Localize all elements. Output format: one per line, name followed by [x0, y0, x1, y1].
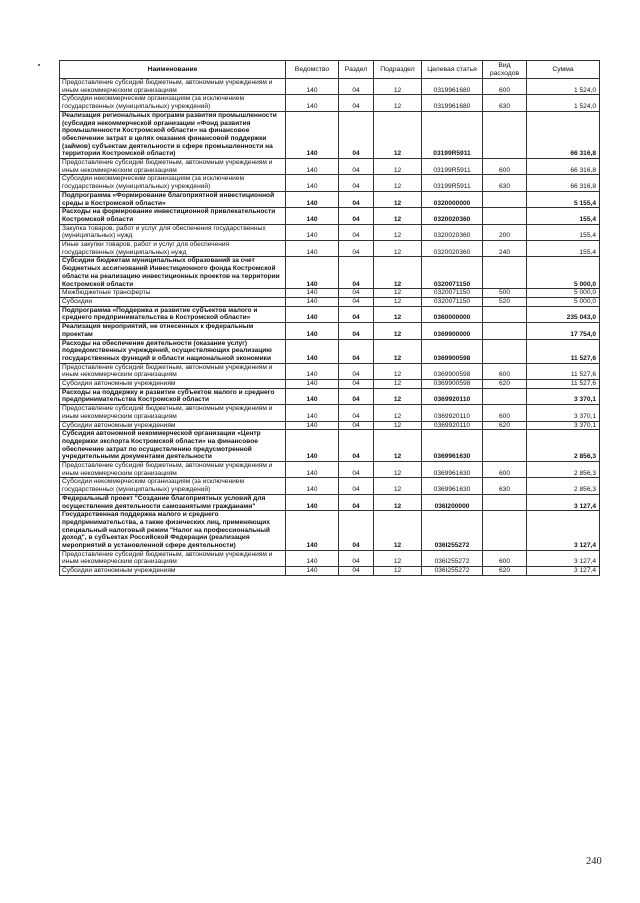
cell-vid-raskhodov: 600: [483, 79, 527, 95]
cell-celevaya-statya: 0319961680: [422, 79, 483, 95]
cell-name: Субсидии некоммерческим организациям (за исключением государственных (муниципальных) учреждений): [60, 175, 286, 191]
cell-vedomstvo: 140: [286, 363, 339, 379]
cell-razdel: 04: [339, 289, 374, 298]
cell-vid-raskhodov: 630: [483, 478, 527, 494]
cell-celevaya-statya: 0320071150: [422, 257, 483, 289]
cell-name: Расходы на обеспечение деятельности (оказание услуг) подведомственных учреждений, осуществляющих реализацию государственных функций в области национальной экономики: [60, 339, 286, 363]
cell-vedomstvo: 140: [286, 380, 339, 389]
cell-razdel: 04: [339, 388, 374, 404]
cell-razdel: 04: [339, 159, 374, 175]
cell-vedomstvo: 140: [286, 175, 339, 191]
cell-vedomstvo: 140: [286, 511, 339, 551]
cell-vedomstvo: 140: [286, 421, 339, 430]
cell-vedomstvo: 140: [286, 191, 339, 207]
cell-vedomstvo: 140: [286, 388, 339, 404]
cell-name: Реализация региональных программ развития промышленности (субсидия некоммерческой организации «Фонд развития промышленности Костромской области» на финансовое обеспечение затрат в целях оказания финансовой поддержки (займов) субъектам деятельности в сфере промышленности на территории Костромской области): [60, 111, 286, 158]
cell-vedomstvo: 140: [286, 79, 339, 95]
table-row: [60, 339, 600, 363]
cell-summa: 11 527,6: [527, 363, 600, 379]
table-row: [60, 159, 600, 175]
cell-vid-raskhodov: 600: [483, 550, 527, 566]
cell-razdel: 04: [339, 462, 374, 478]
cell-razdel: 04: [339, 111, 374, 158]
cell-celevaya-statya: 0369961630: [422, 462, 483, 478]
table-row: [60, 191, 600, 207]
cell-razdel: 04: [339, 95, 374, 111]
table-row: [60, 388, 600, 404]
cell-vedomstvo: 140: [286, 478, 339, 494]
cell-razdel: 04: [339, 567, 374, 576]
cell-vid-raskhodov: 620: [483, 567, 527, 576]
cell-vedomstvo: 140: [286, 208, 339, 224]
cell-summa: 3 127,4: [527, 567, 600, 576]
cell-summa: 5 000,0: [527, 289, 600, 298]
cell-vedomstvo: 140: [286, 494, 339, 510]
budget-table-sheet: [59, 60, 599, 576]
cell-podrazdel: 12: [374, 306, 422, 322]
cell-vid-raskhodov: 600: [483, 405, 527, 421]
cell-name: Государственная поддержка малого и среднего предпринимательства, а также физических лиц, применяющих специальный налоговый режим "Налог на профессиональный доход", в субъектах Российской Федерации (реализация мероприятий в установленной сфере деятельности): [60, 511, 286, 551]
cell-name: Субсидии: [60, 297, 286, 306]
cell-name: Реализация мероприятий, не отнесенных к федеральным проектам: [60, 323, 286, 339]
cell-razdel: 04: [339, 339, 374, 363]
cell-name: Субсидии бюджетам муниципальных образований за счет бюджетных ассигнований Инвестиционного фонда Костромской области на реализацию инвестиционных проектов на территории Костромской области: [60, 257, 286, 289]
cell-vedomstvo: 140: [286, 289, 339, 298]
cell-summa: 2 856,3: [527, 478, 600, 494]
cell-summa: 11 527,6: [527, 380, 600, 389]
cell-celevaya-statya: 0360000000: [422, 306, 483, 322]
cell-vedomstvo: 140: [286, 339, 339, 363]
header-podrazdel: Подраздел: [374, 61, 422, 79]
cell-vid-raskhodov: [483, 494, 527, 510]
cell-vid-raskhodov: [483, 323, 527, 339]
cell-vedomstvo: 140: [286, 257, 339, 289]
cell-vedomstvo: 140: [286, 95, 339, 111]
cell-razdel: 04: [339, 511, 374, 551]
cell-name: Закупка товаров, работ и услуг для обеспечения государственных (муниципальных) нужд: [60, 224, 286, 240]
cell-vid-raskhodov: [483, 306, 527, 322]
cell-razdel: 04: [339, 421, 374, 430]
cell-name: Субсидия автономной некоммерческой организации «Центр поддержки экспорта Костромской области» на финансовое обеспечение затрат по осуществлению предусмотренной учредительными документами деятельности: [60, 430, 286, 462]
cell-vid-raskhodov: 500: [483, 289, 527, 298]
cell-razdel: 04: [339, 257, 374, 289]
header-summa: Сумма: [527, 61, 600, 79]
cell-name: Предоставление субсидий бюджетным, автономным учреждениям и иным некоммерческим организациям: [60, 79, 286, 95]
table-row: [60, 306, 600, 322]
header-vedomstvo: Ведомство: [286, 61, 339, 79]
table-row: [60, 380, 600, 389]
cell-vedomstvo: 140: [286, 241, 339, 257]
cell-podrazdel: 12: [374, 175, 422, 191]
cell-vedomstvo: 140: [286, 550, 339, 566]
cell-vedomstvo: 140: [286, 306, 339, 322]
cell-name: Подпрограмма «Формирование благоприятной инвестиционной среды в Костромской области»: [60, 191, 286, 207]
cell-celevaya-statya: 0369900598: [422, 380, 483, 389]
table-row: [60, 95, 600, 111]
cell-vedomstvo: 140: [286, 111, 339, 158]
cell-celevaya-statya: 0369920110: [422, 421, 483, 430]
cell-vedomstvo: 140: [286, 430, 339, 462]
cell-podrazdel: 12: [374, 380, 422, 389]
table-row: [60, 224, 600, 240]
cell-celevaya-statya: 0319961680: [422, 95, 483, 111]
cell-vid-raskhodov: 620: [483, 380, 527, 389]
table-row: [60, 175, 600, 191]
cell-summa: 235 043,0: [527, 306, 600, 322]
cell-summa: 66 316,8: [527, 159, 600, 175]
cell-summa: 5 000,0: [527, 297, 600, 306]
cell-podrazdel: 12: [374, 241, 422, 257]
cell-summa: 66 316,8: [527, 175, 600, 191]
cell-name: Предоставление субсидий бюджетным, автономным учреждениям и иным некоммерческим организациям: [60, 159, 286, 175]
table-row: [60, 511, 600, 551]
cell-name: Предоставление субсидий бюджетным, автономным учреждениям и иным некоммерческим организациям: [60, 363, 286, 379]
cell-vedomstvo: 140: [286, 405, 339, 421]
cell-name: Субсидии некоммерческим организациям (за исключением государственных (муниципальных) учреждений): [60, 95, 286, 111]
cell-podrazdel: 12: [374, 339, 422, 363]
table-row: [60, 478, 600, 494]
cell-podrazdel: 12: [374, 79, 422, 95]
table-body: [60, 79, 600, 576]
cell-podrazdel: 12: [374, 511, 422, 551]
cell-podrazdel: 12: [374, 159, 422, 175]
cell-razdel: 04: [339, 79, 374, 95]
cell-celevaya-statya: 03199R5911: [422, 111, 483, 158]
cell-vid-raskhodov: [483, 511, 527, 551]
cell-summa: 5 000,0: [527, 257, 600, 289]
cell-summa: 5 155,4: [527, 191, 600, 207]
cell-razdel: 04: [339, 224, 374, 240]
cell-podrazdel: 12: [374, 289, 422, 298]
cell-celevaya-statya: 03199R5911: [422, 159, 483, 175]
cell-razdel: 04: [339, 494, 374, 510]
table-row: [60, 257, 600, 289]
cell-summa: 155,4: [527, 224, 600, 240]
table-row: [60, 208, 600, 224]
cell-celevaya-statya: 036I255272: [422, 550, 483, 566]
cell-celevaya-statya: 0320071150: [422, 297, 483, 306]
cell-podrazdel: 12: [374, 224, 422, 240]
cell-razdel: 04: [339, 430, 374, 462]
cell-celevaya-statya: 0369961630: [422, 430, 483, 462]
cell-summa: 11 527,6: [527, 339, 600, 363]
cell-razdel: 04: [339, 191, 374, 207]
page-number: 240: [586, 856, 602, 867]
cell-razdel: 04: [339, 306, 374, 322]
header-razdel: Раздел: [339, 61, 374, 79]
table-row: [60, 430, 600, 462]
cell-razdel: 04: [339, 208, 374, 224]
cell-celevaya-statya: 0369920110: [422, 388, 483, 404]
cell-name: Межбюджетные трансферты: [60, 289, 286, 298]
table-row: [60, 241, 600, 257]
cell-name: Предоставление субсидий бюджетным, автономным учреждениям и иным некоммерческим организациям: [60, 462, 286, 478]
cell-celevaya-statya: 0320020360: [422, 241, 483, 257]
table-row: [60, 289, 600, 298]
header-name: Наименование: [60, 61, 286, 79]
table-row: [60, 363, 600, 379]
cell-summa: 1 524,0: [527, 79, 600, 95]
table-row: [60, 462, 600, 478]
cell-vid-raskhodov: 600: [483, 159, 527, 175]
cell-summa: 3 370,1: [527, 388, 600, 404]
cell-vid-raskhodov: 600: [483, 363, 527, 379]
cell-celevaya-statya: 0369900000: [422, 323, 483, 339]
cell-celevaya-statya: 0320020360: [422, 208, 483, 224]
cell-name: Субсидии автономным учреждениям: [60, 421, 286, 430]
cell-vid-raskhodov: 600: [483, 462, 527, 478]
cell-name: Федеральный проект "Создание благоприятных условий для осуществления деятельности самозанятыми гражданами": [60, 494, 286, 510]
cell-podrazdel: 12: [374, 462, 422, 478]
cell-vid-raskhodov: 630: [483, 95, 527, 111]
cell-summa: 66 316,8: [527, 111, 600, 158]
cell-podrazdel: 12: [374, 567, 422, 576]
cell-celevaya-statya: 0369961630: [422, 478, 483, 494]
cell-summa: 3 370,1: [527, 421, 600, 430]
cell-vid-raskhodov: [483, 208, 527, 224]
cell-celevaya-statya: 0369900598: [422, 339, 483, 363]
cell-summa: 155,4: [527, 241, 600, 257]
cell-podrazdel: 12: [374, 297, 422, 306]
cell-podrazdel: 12: [374, 388, 422, 404]
table-row: [60, 297, 600, 306]
cell-podrazdel: 12: [374, 257, 422, 289]
table-row: [60, 550, 600, 566]
cell-celevaya-statya: 0320000000: [422, 191, 483, 207]
cell-summa: 3 127,4: [527, 550, 600, 566]
cell-razdel: 04: [339, 323, 374, 339]
cell-name: Расходы на формирование инвестиционной привлекательности Костромской области: [60, 208, 286, 224]
cell-podrazdel: 12: [374, 111, 422, 158]
cell-podrazdel: 12: [374, 421, 422, 430]
cell-podrazdel: 12: [374, 430, 422, 462]
cell-podrazdel: 12: [374, 191, 422, 207]
cell-vid-raskhodov: [483, 430, 527, 462]
cell-vedomstvo: 140: [286, 224, 339, 240]
cell-name: Субсидии некоммерческим организациям (за исключением государственных (муниципальных) учреждений): [60, 478, 286, 494]
cell-razdel: 04: [339, 478, 374, 494]
cell-vid-raskhodov: 240: [483, 241, 527, 257]
cell-razdel: 04: [339, 550, 374, 566]
table-row: [60, 405, 600, 421]
table-row: [60, 323, 600, 339]
table-row: [60, 79, 600, 95]
cell-celevaya-statya: 036I200000: [422, 494, 483, 510]
cell-name: Расходы на поддержку и развитие субъектов малого и среднего предпринимательства Костромской области: [60, 388, 286, 404]
cell-podrazdel: 12: [374, 363, 422, 379]
header-celevaya-statya: Целевая статья: [422, 61, 483, 79]
cell-celevaya-statya: 0320020360: [422, 224, 483, 240]
cell-podrazdel: 12: [374, 405, 422, 421]
cell-razdel: 04: [339, 380, 374, 389]
cell-vid-raskhodov: 620: [483, 421, 527, 430]
cell-razdel: 04: [339, 405, 374, 421]
table-row: [60, 111, 600, 158]
cell-podrazdel: 12: [374, 95, 422, 111]
cell-vedomstvo: 140: [286, 323, 339, 339]
cell-razdel: 04: [339, 241, 374, 257]
cell-name: Предоставление субсидий бюджетным, автономным учреждениям и иным некоммерческим организациям: [60, 405, 286, 421]
cell-celevaya-statya: 0320071150: [422, 289, 483, 298]
cell-celevaya-statya: 03199R5911: [422, 175, 483, 191]
cell-vedomstvo: 140: [286, 159, 339, 175]
cell-vid-raskhodov: [483, 191, 527, 207]
cell-vid-raskhodov: [483, 257, 527, 289]
cell-vedomstvo: 140: [286, 462, 339, 478]
cell-summa: 3 127,4: [527, 511, 600, 551]
cell-name: Подпрограмма «Поддержка и развитие субъектов малого и среднего предпринимательства в Костромской области»: [60, 306, 286, 322]
cell-vedomstvo: 140: [286, 567, 339, 576]
cell-summa: 17 754,0: [527, 323, 600, 339]
table-header: [60, 61, 600, 79]
cell-razdel: 04: [339, 363, 374, 379]
cell-vid-raskhodov: [483, 111, 527, 158]
cell-podrazdel: 12: [374, 478, 422, 494]
header-vid-raskhodov: Вид расходов: [483, 61, 527, 79]
cell-summa: 2 856,3: [527, 430, 600, 462]
cell-summa: 3 370,1: [527, 405, 600, 421]
cell-vid-raskhodov: [483, 388, 527, 404]
cell-name: Предоставление субсидий бюджетным, автономным учреждениям и иным некоммерческим организациям: [60, 550, 286, 566]
cell-vid-raskhodov: [483, 339, 527, 363]
cell-summa: 155,4: [527, 208, 600, 224]
cell-name: Субсидии автономным учреждениям: [60, 380, 286, 389]
cell-razdel: 04: [339, 297, 374, 306]
cell-name: Субсидии автономным учреждениям: [60, 567, 286, 576]
cell-podrazdel: 12: [374, 208, 422, 224]
cell-podrazdel: 12: [374, 494, 422, 510]
cell-vedomstvo: 140: [286, 297, 339, 306]
table-row: [60, 494, 600, 510]
cell-podrazdel: 12: [374, 323, 422, 339]
cell-vid-raskhodov: 200: [483, 224, 527, 240]
cell-summa: 3 127,4: [527, 494, 600, 510]
cell-celevaya-statya: 0369920110: [422, 405, 483, 421]
table-row: [60, 567, 600, 576]
cell-razdel: 04: [339, 175, 374, 191]
cell-summa: 2 856,3: [527, 462, 600, 478]
budget-table: [59, 60, 600, 576]
table-row: [60, 421, 600, 430]
cell-celevaya-statya: 0369900598: [422, 363, 483, 379]
cell-celevaya-statya: 036I255272: [422, 511, 483, 551]
cell-vid-raskhodov: 520: [483, 297, 527, 306]
cell-celevaya-statya: 036I255272: [422, 567, 483, 576]
cell-name: Иные закупки товаров, работ и услуг для обеспечения государственных (муниципальных) нужд: [60, 241, 286, 257]
cell-vid-raskhodov: 630: [483, 175, 527, 191]
scan-speck: [38, 64, 40, 66]
cell-podrazdel: 12: [374, 550, 422, 566]
cell-summa: 1 524,0: [527, 95, 600, 111]
